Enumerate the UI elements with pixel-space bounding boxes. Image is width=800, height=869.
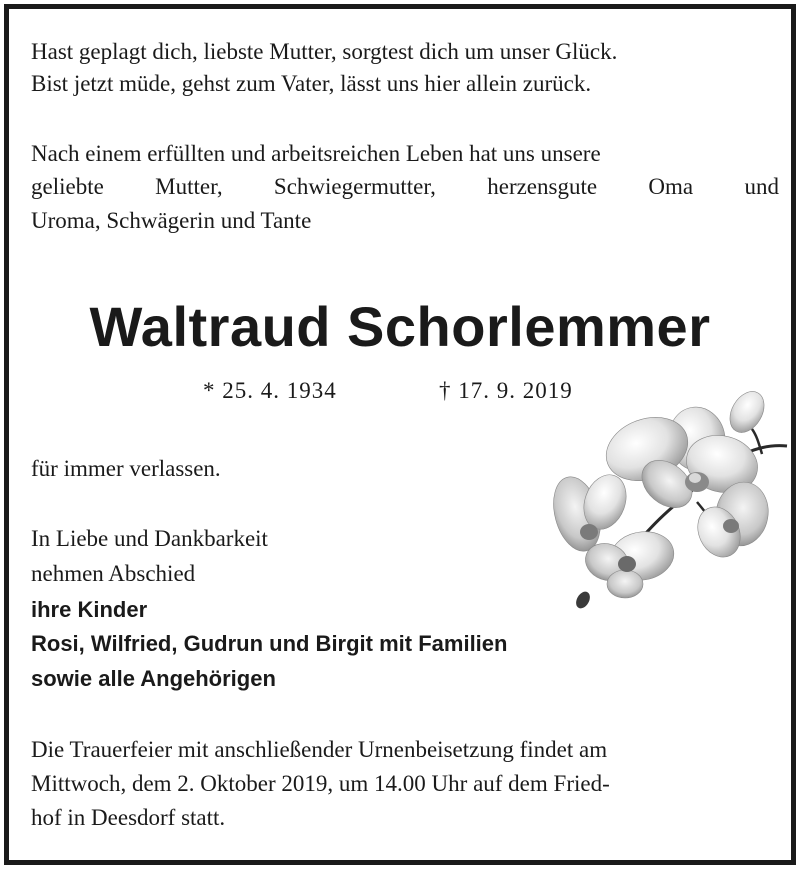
farewell-line-1: In Liebe und Dankbarkeit [31, 526, 268, 551]
closing-text: für immer verlassen. [31, 456, 221, 481]
farewell-names: Rosi, Wilfried, Gudrun und Birgit mit Familien [31, 631, 508, 656]
intro-line-1: Nach einem erfüllten und arbeitsreichen Leben hat uns unsere [31, 141, 601, 166]
ceremony-line-3: hof in Deesdorf statt. [31, 805, 226, 830]
intro-line-3: Uroma, Schwägerin und Tante [31, 208, 312, 233]
birth-date: * 25. 4. 1934 [203, 378, 337, 403]
poem-line-2: Bist jetzt müde, gehst zum Vater, lässt uns hier allein zurück. [31, 71, 592, 96]
deceased-name: Waltraud Schorlemmer [89, 295, 711, 358]
orchid-image [547, 384, 792, 614]
farewell-relatives: sowie alle Angehörigen [31, 666, 276, 691]
death-date: † 17. 9. 2019 [439, 378, 573, 403]
farewell-children: ihre Kinder [31, 597, 148, 622]
farewell-line-2: nehmen Abschied [31, 561, 196, 586]
ceremony-line-1: Die Trauerfeier mit anschließender Urnenbeisetzung findet am [31, 737, 608, 762]
intro-line-2: geliebte Mutter, Schwiegermutter, herzensgute Oma und [31, 174, 779, 199]
obituary-notice [4, 4, 796, 865]
ceremony-line-2: Mittwoch, dem 2. Oktober 2019, um 14.00 Uhr auf dem Fried- [31, 771, 610, 796]
poem-line-1: Hast geplagt dich, liebste Mutter, sorgtest dich um unser Glück. [31, 39, 618, 64]
